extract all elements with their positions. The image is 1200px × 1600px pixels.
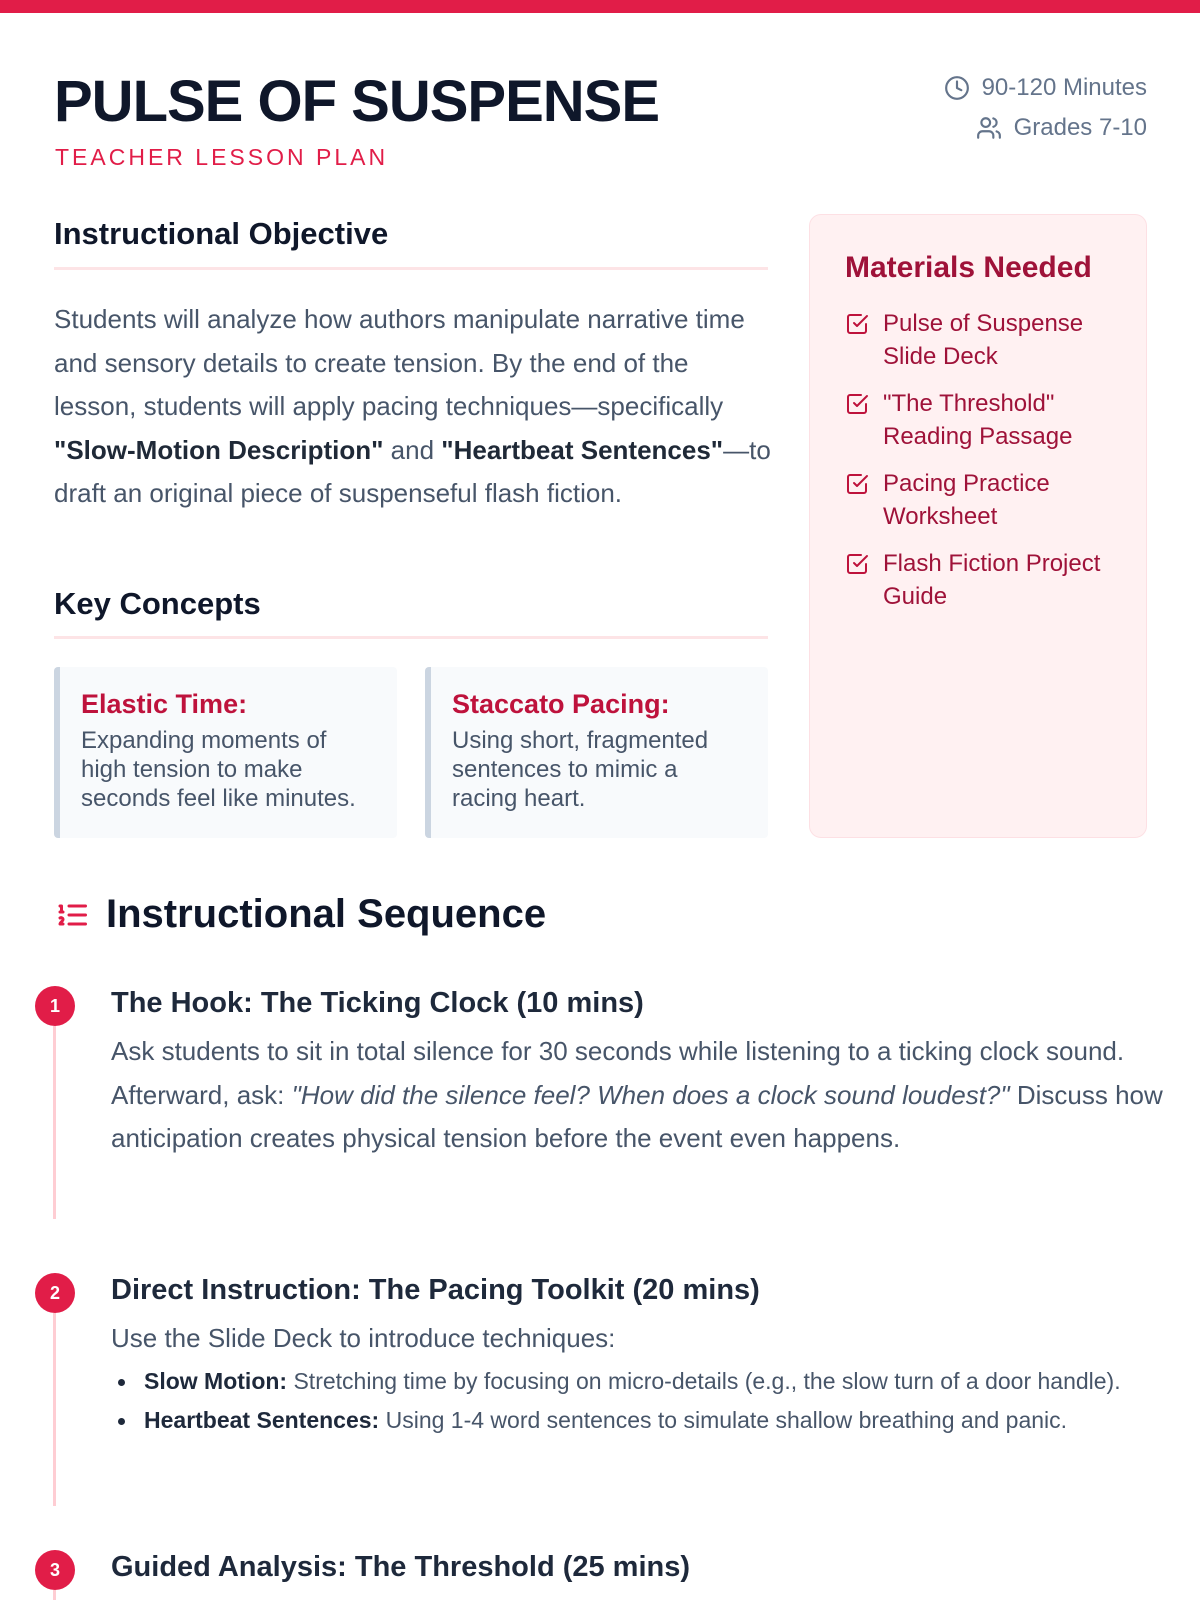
duration-row — [944, 68, 1147, 108]
grades-text: Grades 7-10 — [1013, 114, 1147, 141]
objective-text — [54, 298, 774, 516]
objective-technique-slow-motion: "Slow-Motion Description" — [54, 434, 384, 465]
materials-panel — [809, 214, 1147, 838]
technique-text: Stretching time by focusing on micro-details (e.g., the slow turn of a door handle). — [287, 1368, 1121, 1394]
concept-title: Elastic Time: — [81, 689, 248, 719]
step-timeline-line — [53, 1026, 56, 1219]
check-square-icon — [845, 392, 869, 416]
objective-text-part: and — [383, 434, 442, 465]
technique-text: Using 1-4 word sentences to simulate shallow breathing and panic. — [379, 1407, 1068, 1433]
technique-list — [111, 1365, 1171, 1443]
step-timeline-line — [53, 1313, 56, 1506]
step-text-part: Ask students to sit in total silence for 30 seconds while listening to a ticking clock sound. Afterward, ask: — [111, 1036, 1125, 1110]
concept-card-staccato-pacing — [425, 667, 768, 838]
step-title: Guided Analysis: The Threshold (25 mins) — [111, 1551, 691, 1583]
grades-row — [944, 108, 1147, 148]
step-title: Direct Instruction: The Pacing Toolkit (20 mins) — [111, 1274, 760, 1306]
objective-text-part: —to draft an original piece of suspenseful flash fiction. — [54, 434, 771, 508]
step-title: The Hook: The Ticking Clock (10 mins) — [111, 987, 644, 1019]
top-accent-bar — [0, 0, 1200, 13]
page-title: PULSE OF SUSPENSE — [54, 69, 660, 134]
duration-text: 90-120 Minutes — [981, 74, 1147, 101]
material-item — [845, 467, 1122, 533]
step-timeline-line — [53, 1590, 56, 1600]
sequence-heading: Instructional Sequence — [106, 892, 547, 936]
material-label: Pulse of Suspense Slide Deck — [883, 310, 1084, 370]
objective-heading: Instructional Objective — [54, 216, 389, 251]
page-subtitle: TEACHER LESSON PLAN — [55, 144, 389, 170]
concept-title: Staccato Pacing: — [452, 689, 670, 719]
technique-item — [111, 1404, 1171, 1437]
material-label: Flash Fiction Project Guide — [883, 550, 1101, 610]
key-concepts-divider — [54, 636, 768, 639]
material-item — [845, 307, 1122, 373]
material-item — [845, 547, 1122, 613]
step-number-badge: 2 — [35, 1273, 75, 1313]
objective-text-part: Students will analyze how authors manipulate narrative time and sensory details to create tension. By the end of the lesson, students will apply pacing techniques—specifically — [54, 304, 745, 421]
key-concepts-heading: Key Concepts — [54, 586, 261, 621]
check-square-icon — [845, 312, 869, 336]
step-number-badge: 1 — [35, 986, 75, 1026]
technique-term: Heartbeat Sentences: — [144, 1407, 380, 1433]
users-icon — [976, 115, 1002, 141]
step-text-part: Discuss how anticipation creates physical tension before the event even happens. — [111, 1079, 1163, 1153]
step-intro: Use the Slide Deck to introduce techniques: — [111, 1323, 616, 1353]
concept-card-elastic-time — [54, 667, 397, 838]
step-description — [111, 1030, 1171, 1161]
numbered-list-icon — [54, 897, 90, 933]
objective-technique-heartbeat: "Heartbeat Sentences" — [441, 434, 724, 465]
material-item — [845, 387, 1122, 453]
technique-term: Slow Motion: — [144, 1368, 288, 1394]
step-quote: "How did the silence feel? When does a clock sound loudest?" — [291, 1079, 1010, 1110]
materials-heading: Materials Needed — [845, 251, 1092, 284]
material-label: Pacing Practice Worksheet — [883, 470, 1050, 530]
concept-description: Expanding moments of high tension to make seconds feel like minutes. — [81, 727, 356, 812]
sequence-header — [54, 892, 546, 937]
material-label: "The Threshold" Reading Passage — [883, 390, 1073, 450]
clock-icon — [944, 75, 970, 101]
check-square-icon — [845, 472, 869, 496]
concept-description: Using short, fragmented sentences to mimic a racing heart. — [452, 727, 709, 812]
objective-divider — [54, 267, 768, 270]
lesson-meta — [944, 68, 1147, 148]
technique-item — [111, 1365, 1171, 1398]
step-number-badge: 3 — [35, 1550, 75, 1590]
check-square-icon — [845, 552, 869, 576]
